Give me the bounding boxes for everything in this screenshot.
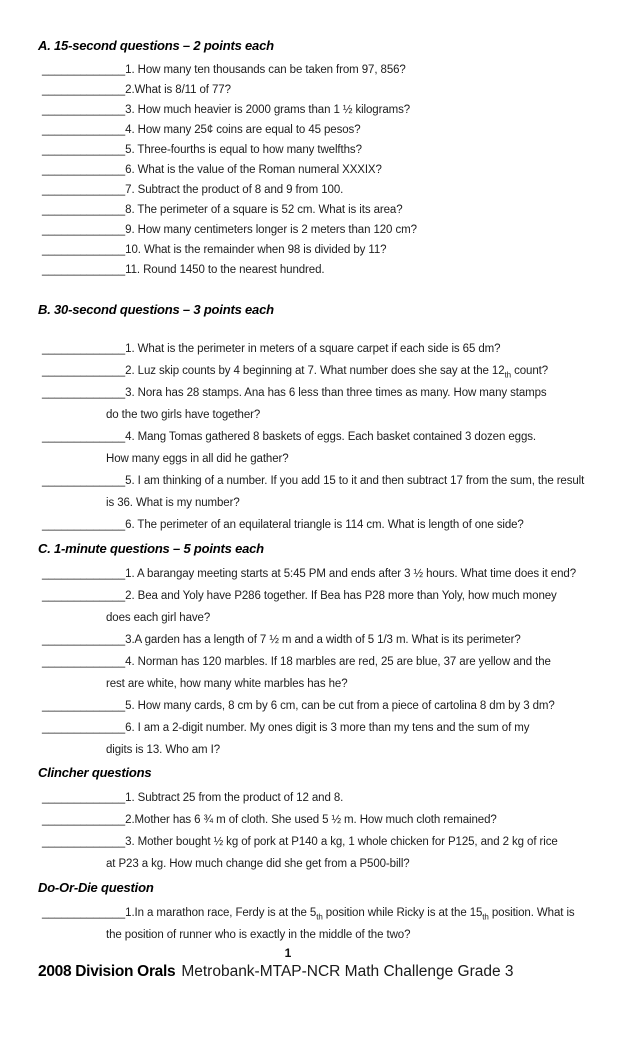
question-c-3 [38, 629, 632, 651]
question-a-1 [38, 60, 632, 80]
question-c-4 [38, 651, 632, 673]
question-text: 1. What is the perimeter in meters of a square carpet if each side is 65 dm? [125, 343, 501, 355]
answer-blank: _____________ [42, 836, 126, 848]
answer-blank: _____________ [42, 700, 126, 712]
answer-blank: _____________ [42, 634, 126, 646]
footer-line [38, 963, 632, 981]
question-text: 6. I am a 2-digit number. My ones digit is 3 more than my tens and the sum of my [125, 722, 530, 734]
question-a-7 [38, 180, 632, 200]
answer-blank: _____________ [42, 204, 126, 216]
question-b-3 [38, 382, 632, 404]
answer-blank: _____________ [42, 244, 126, 256]
answer-blank: _____________ [42, 164, 126, 176]
question-a-6 [38, 160, 632, 180]
question-a-10 [38, 240, 632, 260]
question-a-9 [38, 220, 632, 240]
section-c-heading: C. 1-minute questions – 5 points each [38, 541, 264, 556]
question-text: 6. What is the value of the Roman numeral XXXIX? [125, 164, 382, 176]
question-clincher-2 [38, 809, 632, 831]
question-text: 2.Mother has 6 ¾ m of cloth. She used 5 ½ m. How much cloth remained? [125, 814, 497, 826]
question-text: 1.In a marathon race, Ferdy is at the 5 [125, 907, 317, 919]
ordinal-suffix: th [504, 370, 512, 380]
question-c-2 [38, 585, 632, 607]
ordinal-suffix: th [316, 912, 323, 922]
page-number: 1 [284, 946, 292, 960]
answer-blank: _____________ [42, 84, 126, 96]
question-c-5 [38, 695, 632, 717]
question-b-4 [38, 426, 632, 448]
question-b-2 [38, 360, 632, 382]
answer-blank: _____________ [42, 475, 126, 487]
question-text: 2. Luz skip counts by 4 beginning at 7. What number does she say at the 12 [125, 365, 505, 377]
answer-blank: _____________ [42, 519, 126, 531]
answer-blank: _____________ [42, 264, 126, 276]
answer-blank: _____________ [42, 184, 126, 196]
question-text: position while Ricky is at the 15 [322, 907, 483, 919]
question-text: 5. I am thinking of a number. If you add 15 to it and then subtract 17 from the sum, the result [125, 475, 585, 487]
question-clincher-1 [38, 787, 632, 809]
question-b-6 [38, 514, 632, 536]
question-text: 4. Mang Tomas gathered 8 baskets of eggs. Each basket contained 3 dozen eggs. [125, 431, 536, 443]
question-a-4 [38, 120, 632, 140]
do-or-die-heading: Do-Or-Die question [38, 880, 154, 895]
question-text: 8. The perimeter of a square is 52 cm. What is its area? [125, 204, 403, 216]
question-text: 5. Three-fourths is equal to how many twelfths? [125, 144, 362, 156]
question-c-1 [38, 563, 632, 585]
question-text: position. What is [488, 907, 575, 919]
answer-blank: _____________ [42, 365, 126, 377]
answer-blank: _____________ [42, 431, 126, 443]
question-text: 3.A garden has a length of 7 ½ m and a width of 5 1/3 m. What is its perimeter? [125, 634, 521, 646]
question-c-6-continuation: digits is 13. Who am I? [106, 744, 221, 756]
footer-title-bold: 2008 Division Orals [38, 963, 176, 980]
question-do-or-die-1-continuation: the position of runner who is exactly in the middle of the two? [106, 929, 411, 941]
answer-blank: _____________ [42, 722, 126, 734]
question-text: 1. Subtract 25 from the product of 12 and 8. [125, 792, 344, 804]
question-a-2 [38, 80, 632, 100]
question-text: 5. How many cards, 8 cm by 6 cm, can be cut from a piece of cartolina 8 dm by 3 dm? [125, 700, 555, 712]
question-text: 2.What is 8/11 of 77? [125, 84, 231, 96]
section-b-30-second [38, 302, 632, 536]
question-b-5-continuation: is 36. What is my number? [106, 497, 240, 509]
answer-blank: _____________ [42, 907, 126, 919]
question-text: 3. Mother bought ½ kg of pork at P140 a kg, 1 whole chicken for P125, and 2 kg of rice [125, 836, 558, 848]
question-clincher-3 [38, 831, 632, 853]
answer-blank: _____________ [42, 387, 126, 399]
question-b-3-continuation: do the two girls have together? [106, 409, 261, 421]
footer-title-regular: Metrobank-MTAP-NCR Math Challenge Grade 3 [181, 963, 514, 980]
clincher-heading: Clincher questions [38, 765, 152, 780]
question-b-4-continuation: How many eggs in all did he gather? [106, 453, 289, 465]
answer-blank: _____________ [42, 104, 126, 116]
answer-blank: _____________ [42, 656, 126, 668]
answer-blank: _____________ [42, 224, 126, 236]
answer-blank: _____________ [42, 343, 126, 355]
question-text: 9. How many centimeters longer is 2 meters than 120 cm? [125, 224, 417, 236]
question-do-or-die-1 [38, 902, 632, 924]
section-c-1-minute [38, 541, 632, 761]
ordinal-suffix: th [482, 912, 489, 922]
question-text: 4. Norman has 120 marbles. If 18 marbles are red, 25 are blue, 37 are yellow and the [125, 656, 551, 668]
answer-blank: _____________ [42, 568, 126, 580]
question-a-8 [38, 200, 632, 220]
question-text: count? [511, 365, 549, 377]
question-text: 7. Subtract the product of 8 and 9 from 100. [125, 184, 344, 196]
question-c-6 [38, 717, 632, 739]
answer-blank: _____________ [42, 792, 126, 804]
answer-blank: _____________ [42, 144, 126, 156]
question-b-1 [38, 338, 632, 360]
section-a-15-second [38, 38, 632, 280]
question-a-5 [38, 140, 632, 160]
question-b-5 [38, 470, 632, 492]
answer-blank: _____________ [42, 590, 126, 602]
question-text: 1. A barangay meeting starts at 5:45 PM and ends after 3 ½ hours. What time does it end? [125, 568, 576, 580]
question-c-4-continuation: rest are white, how many white marbles has he? [106, 678, 348, 690]
section-b-heading: B. 30-second questions – 3 points each [38, 302, 274, 317]
question-text: 4. How many 25¢ coins are equal to 45 pesos? [125, 124, 361, 136]
question-text: 1. How many ten thousands can be taken from 97, 856? [125, 64, 406, 76]
question-text: 6. The perimeter of an equilateral triangle is 114 cm. What is length of one side? [125, 519, 524, 531]
section-a-heading: A. 15-second questions – 2 points each [38, 38, 274, 53]
answer-blank: _____________ [42, 814, 126, 826]
question-c-2-continuation: does each girl have? [106, 612, 211, 624]
section-clincher [38, 765, 632, 875]
question-text: 3. How much heavier is 2000 grams than 1 ½ kilograms? [125, 104, 411, 116]
question-text: 10. What is the remainder when 98 is divided by 11? [125, 244, 387, 256]
question-text: 2. Bea and Yoly have P286 together. If Bea has P28 more than Yoly, how much money [125, 590, 557, 602]
question-text: 3. Nora has 28 stamps. Ana has 6 less than three times as many. How many stamps [125, 387, 547, 399]
question-clincher-3-continuation: at P23 a kg. How much change did she get from a P500-bill? [106, 858, 410, 870]
answer-blank: _____________ [42, 124, 126, 136]
question-text: 11. Round 1450 to the nearest hundred. [125, 264, 325, 276]
question-a-3 [38, 100, 632, 120]
section-do-or-die [38, 880, 632, 946]
question-a-11 [38, 260, 632, 280]
answer-blank: _____________ [42, 64, 126, 76]
